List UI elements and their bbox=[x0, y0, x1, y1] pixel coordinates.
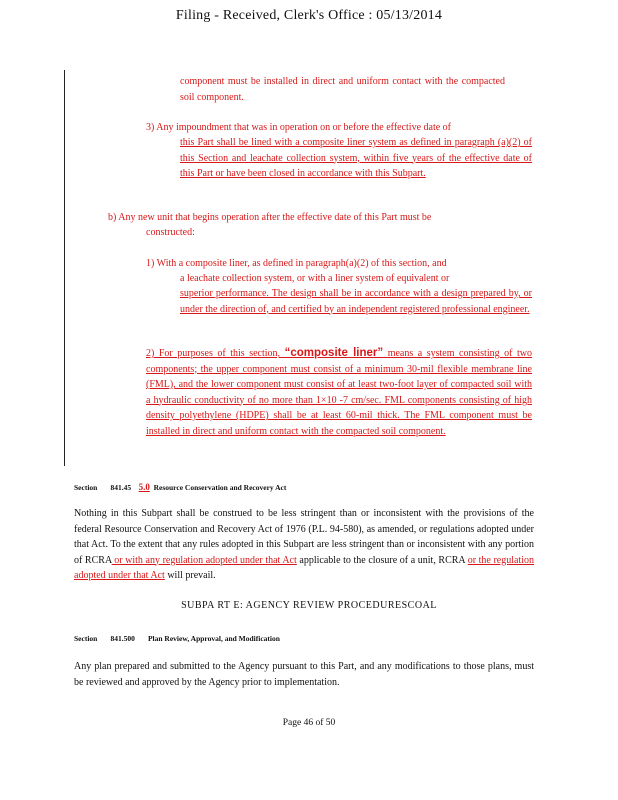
section-title: Resource Conservation and Recovery Act bbox=[153, 483, 287, 492]
section-number: 841.500 bbox=[110, 634, 135, 643]
para-text-b: applicable to the closure of a unit, RCRA bbox=[296, 554, 468, 566]
item-b-rest: constructed: bbox=[146, 227, 195, 238]
item-b2-composite-liner bbox=[146, 346, 532, 439]
item-a3-lead: 3) Any impoundment that was in operation on or before the effective date of bbox=[146, 122, 451, 133]
para-text-a: Nothing in this Subpart shall be construed to be less stringent than or inconsistent with the provisions of the federal Resource Conservation and Recovery Act of 1976 (P.L. 94-580), as amended, or regulations adopted under that Act. To the extent that any rules adopted in this Subpart are less stringent than or inconsistent with any portion of RCRA bbox=[74, 508, 534, 566]
item-b1-amended: superior performance. The design shall be in accordance with a design prepared by, or under the direction of, and certified by an independent registered professional engineer. bbox=[180, 288, 532, 315]
section-heading-841-45 bbox=[74, 482, 286, 492]
item-b1-lead: 1) With a composite liner, as defined in paragraph(a)(2) of this section, and bbox=[146, 258, 447, 269]
section-number: 841.45 bbox=[110, 483, 132, 492]
para-text-c: will prevail. bbox=[164, 570, 216, 581]
item-b2-def: means a system consisting of two components; the upper component must consist of a minimum 30-mil flexible membrane line (FML), and the lower component must consist of at least two-foot layer of compacted soil with a hydraulic conductivity of no more than 1×10 -7 cm/sec. FML components consisting of high density polyethylene (HDPE) shall be at least 60-mil thick. The FML component must be installed in direct and uniform contact with the compacted soil component. bbox=[146, 348, 533, 437]
item-b-lead: b) Any new unit that begins operation after the effective date of this Part must be bbox=[108, 212, 432, 223]
item-a3-text: this Part shall be lined with a composite liner system as defined in paragraph (a)(2) of this Section and leachate collection system, within five years of the effective date of this Part or have been closed in accordance with this Subpart. bbox=[180, 137, 532, 179]
subpart-heading: SUBPA RT E: AGENCY REVIEW PROCEDURESCOAL bbox=[181, 600, 437, 611]
item-b2-start: 2) For purposes of this section, bbox=[146, 348, 281, 359]
section-label: Section bbox=[74, 483, 98, 492]
item-b1-mid: a leachate collection system, or with a liner system of equivalent or bbox=[180, 273, 450, 284]
para-amend-1: or with any regulation adopted under that Act bbox=[111, 554, 297, 566]
section-heading-841-500 bbox=[74, 634, 280, 643]
filing-header: Filing - Received, Clerk's Office : 05/13/2014 bbox=[175, 8, 443, 23]
section-title: Plan Review, Approval, and Modification bbox=[147, 634, 280, 643]
term-composite-liner: “composite liner” bbox=[284, 347, 384, 359]
section-label: Section bbox=[74, 634, 98, 643]
paragraph-841-500: Any plan prepared and submitted to the Agency pursuant to this Part, and any modifications to those plans, must be reviewed and approved by the Agency prior to implementation. bbox=[74, 661, 534, 688]
page-number: Page 46 of 50 bbox=[282, 718, 336, 728]
para-amend-2: or the regulation adopted under that Act bbox=[74, 554, 534, 581]
paragraph-841-45 bbox=[74, 506, 534, 584]
change-bar bbox=[64, 70, 65, 466]
section-number-new: 5.0 bbox=[138, 482, 150, 492]
paragraph-b1: component must be installed in direct and uniform contact with the compacted soil component. bbox=[180, 76, 505, 103]
